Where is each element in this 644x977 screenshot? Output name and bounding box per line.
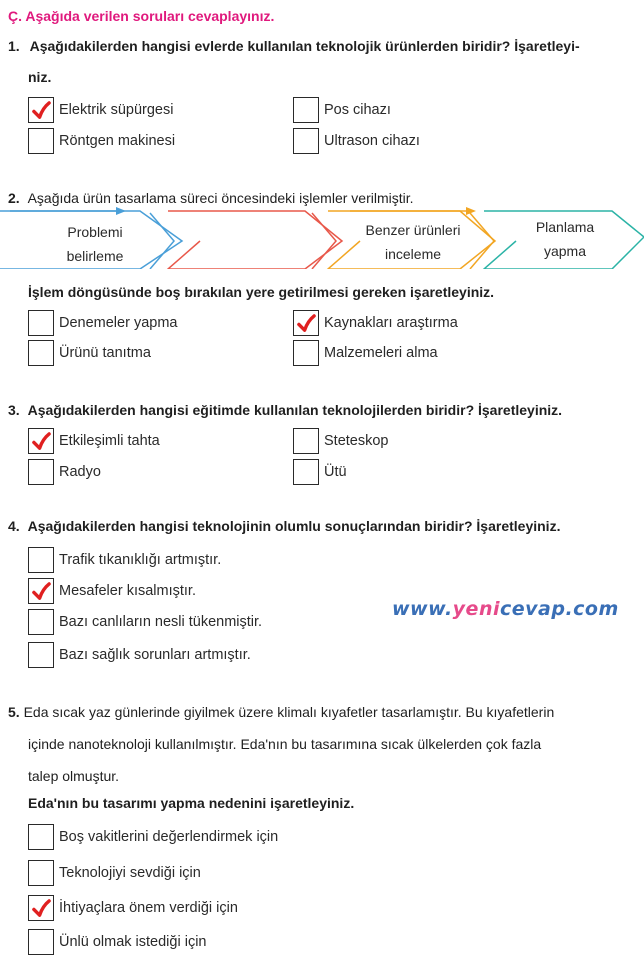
checkbox[interactable] <box>293 128 319 154</box>
option-label: Ürünü tanıtma <box>59 345 151 361</box>
process-step-3-label: Benzer ürünleri inceleme <box>365 222 461 262</box>
arrowhead-icon <box>116 207 126 215</box>
option-label: Ultrason cihazı <box>324 133 420 149</box>
q3-option-1[interactable] <box>28 427 160 455</box>
q3-option-2[interactable] <box>293 427 389 455</box>
process-step-1-label: Problemi belirleme <box>66 224 124 264</box>
question-2-body: Aşağıda ürün tasarlama süreci öncesindeki işlemler verilmiştir. <box>27 190 414 206</box>
q1-option-2[interactable] <box>293 96 391 124</box>
q4-option-3[interactable] <box>28 608 262 636</box>
option-label: Teknolojiyi sevdiği için <box>59 865 201 881</box>
q2-option-3[interactable] <box>28 339 151 367</box>
watermark: www.yenicevap.com <box>392 598 619 620</box>
section-title: Ç. Aşağıda verilen soruları cevaplayınız. <box>8 8 275 24</box>
option-label: Mesafeler kısalmıştır. <box>59 583 196 599</box>
checkmark-icon <box>297 314 316 333</box>
checkbox[interactable] <box>293 459 319 485</box>
checkbox[interactable] <box>28 459 54 485</box>
checkbox[interactable] <box>293 310 319 336</box>
question-5-instruction: Eda'nın bu tasarımı yapma nedenini işaretleyiniz. <box>28 795 355 811</box>
q2-option-2[interactable] <box>293 309 458 337</box>
q3-option-3[interactable] <box>28 458 101 486</box>
checkbox[interactable] <box>28 578 54 604</box>
question-4-text <box>8 518 560 534</box>
question-3-body: Aşağıdakilerden hangisi eğitimde kullanılan teknolojilerden biridir? İşaretleyiniz. <box>27 402 563 418</box>
checkbox[interactable] <box>28 128 54 154</box>
checkbox[interactable] <box>28 310 54 336</box>
question-5-paragraph: 5. Eda sıcak yaz günlerinde giyilmek üzere klimalı kıyafetler tasarlamıştır. Bu kıyafetlerin içinde nanoteknoloji kullanılmıştır. Eda'nın bu tasarımına sıcak ülkelerden çok fazla talep olmuştur. <box>8 704 555 784</box>
checkbox[interactable] <box>293 428 319 454</box>
q2-option-1[interactable] <box>28 309 177 337</box>
q5-option-3[interactable] <box>28 894 238 922</box>
question-4-body: Aşağıdakilerden hangisi teknolojinin olumlu sonuçlarından biridir? İşaretleyiniz. <box>27 518 561 534</box>
q5-option-4[interactable] <box>28 928 206 956</box>
checkbox[interactable] <box>28 428 54 454</box>
checkbox[interactable] <box>28 929 54 955</box>
question-5-number: 5. <box>8 704 20 720</box>
q4-option-2[interactable] <box>28 577 196 605</box>
checkbox[interactable] <box>28 609 54 635</box>
option-label: İhtiyaçlara önem verdiği için <box>59 900 238 916</box>
checkmark-icon <box>32 432 51 451</box>
question-3-text <box>8 402 562 418</box>
q1-option-1[interactable] <box>28 96 173 124</box>
process-step-2-outline <box>168 211 342 269</box>
checkmark-icon <box>32 899 51 918</box>
option-label: Ünlü olmak istediği için <box>59 934 207 950</box>
q1-option-4[interactable] <box>293 127 420 155</box>
option-label: Elektrik süpürgesi <box>59 102 174 118</box>
question-3-number: 3. <box>8 402 20 418</box>
option-label: Denemeler yapma <box>59 315 178 331</box>
question-2-text <box>8 190 414 206</box>
option-label: Boş vakitlerini değerlendirmek için <box>59 829 279 845</box>
process-step-4-label: Planlama yapma <box>535 219 595 259</box>
option-label: Malzemeleri alma <box>324 345 438 361</box>
question-2-instruction: İşlem döngüsünde boş bırakılan yere getirilmesi gereken işaretleyiniz. <box>28 284 495 300</box>
checkbox[interactable] <box>28 97 54 123</box>
checkbox[interactable] <box>28 895 54 921</box>
checkmark-icon <box>32 582 51 601</box>
option-label: Bazı canlıların nesli tükenmiştir. <box>59 614 263 630</box>
q5-option-1[interactable] <box>28 823 278 851</box>
question-4-number: 4. <box>8 518 20 534</box>
q2-option-4[interactable] <box>293 339 438 367</box>
option-label: Röntgen makinesi <box>59 133 176 149</box>
question-2-number: 2. <box>8 190 20 206</box>
q3-option-4[interactable] <box>293 458 347 486</box>
checkbox[interactable] <box>28 860 54 886</box>
checkmark-icon <box>32 101 51 120</box>
checkbox[interactable] <box>28 824 54 850</box>
q1-option-3[interactable] <box>28 127 175 155</box>
q4-option-4[interactable] <box>28 641 251 669</box>
checkbox[interactable] <box>293 97 319 123</box>
option-label: Steteskop <box>324 433 389 449</box>
question-1-line1: Aşağıdakilerden hangisi evlerde kullanılan teknolojik ürünlerden biridir? İşaretleyi- <box>29 38 580 54</box>
q5-option-2[interactable] <box>28 859 201 887</box>
option-label: Pos cihazı <box>324 102 391 118</box>
option-label: Kaynakları araştırma <box>324 315 458 331</box>
q4-option-1[interactable] <box>28 546 221 574</box>
question-1-number: 1. <box>8 38 20 54</box>
option-label: Etkileşimli tahta <box>59 433 160 449</box>
option-label: Bazı sağlık sorunları artmıştır. <box>59 647 251 663</box>
checkbox[interactable] <box>28 547 54 573</box>
question-1-line2: niz. <box>28 69 52 85</box>
option-label: Trafik tıkanıklığı artmıştır. <box>59 552 222 568</box>
option-label: Ütü <box>324 464 347 480</box>
option-label: Radyo <box>59 464 101 480</box>
checkbox[interactable] <box>28 340 54 366</box>
checkbox[interactable] <box>293 340 319 366</box>
checkbox[interactable] <box>28 642 54 668</box>
question-1-text <box>8 38 580 54</box>
